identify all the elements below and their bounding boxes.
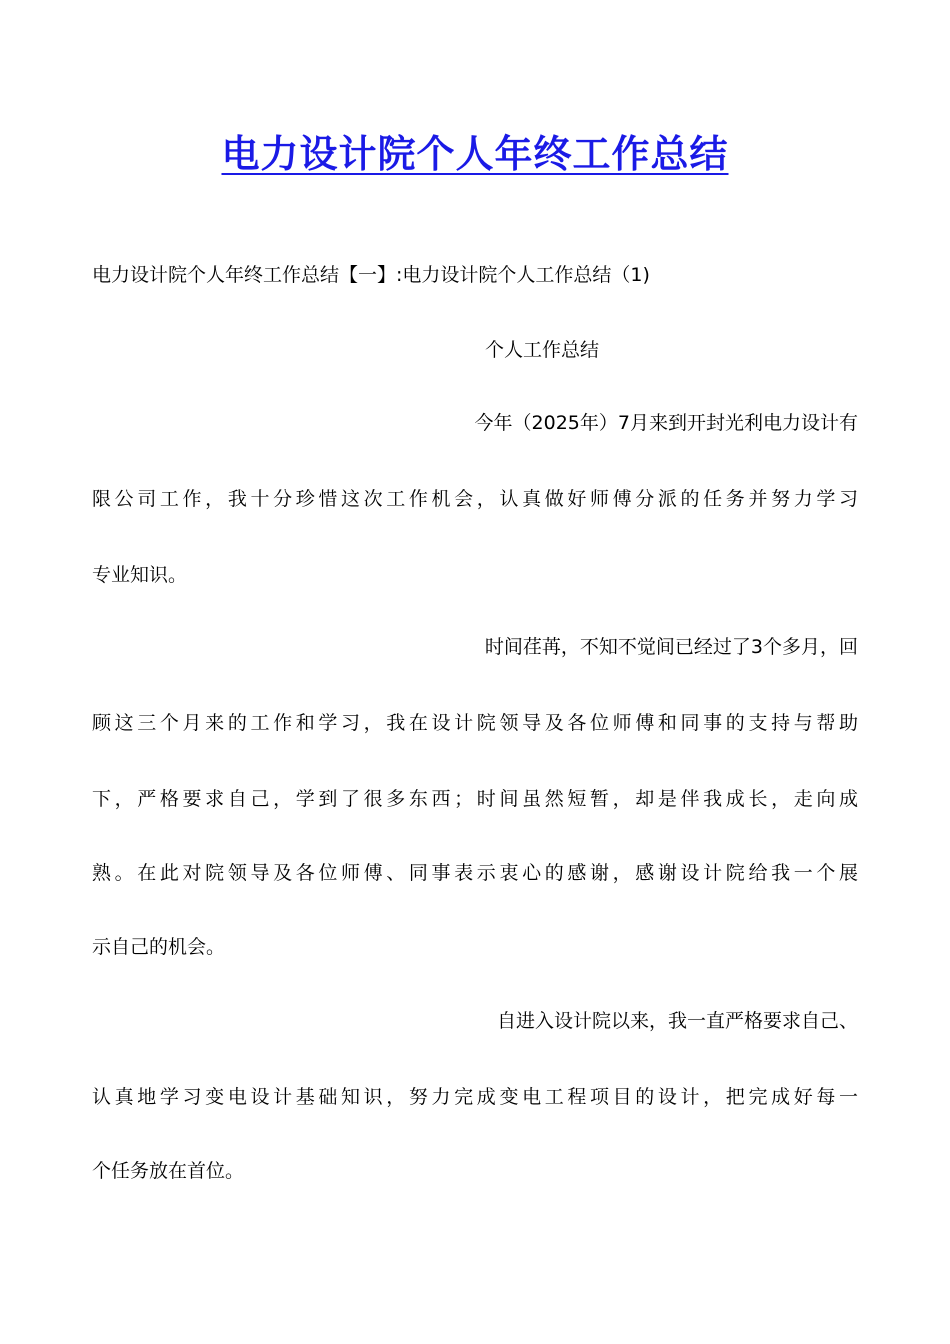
intro-line: 电力设计院个人年终工作总结【一】:电力设计院个人工作总结（1)	[92, 264, 650, 286]
paragraph1-line1: 今年（2025年）7月来到开封光利电力设计有	[474, 412, 858, 434]
paragraph2-line2: 顾这三个月来的工作和学习，我在设计院领导及各位师傅和同事的支持与帮助	[92, 712, 858, 734]
paragraph2-line5: 示自己的机会。	[92, 936, 226, 958]
paragraph1-line3: 专业知识。	[92, 564, 188, 586]
document-title[interactable]: 电力设计院个人年终工作总结	[221, 132, 729, 176]
paragraph1-line2: 限公司工作，我十分珍惜这次工作机会，认真做好师傅分派的任务并努力学习	[92, 488, 858, 510]
paragraph2-line1: 时间荏苒，不知不觉间已经过了3个多月，回	[484, 636, 858, 658]
paragraph3-line1: 自进入设计院以来，我一直严格要求自己、	[496, 1010, 858, 1032]
subheading: 个人工作总结	[484, 339, 599, 361]
paragraph2-line4: 熟。在此对院领导及各位师傅、同事表示衷心的感谢，感谢设计院给我一个展	[92, 862, 858, 884]
paragraph2-line3: 下，严格要求自己，学到了很多东西；时间虽然短暂，却是伴我成长，走向成	[92, 788, 858, 810]
paragraph3-line3: 个任务放在首位。	[92, 1160, 245, 1182]
paragraph3-line2: 认真地学习变电设计基础知识，努力完成变电工程项目的设计，把完成好每一	[92, 1086, 858, 1108]
